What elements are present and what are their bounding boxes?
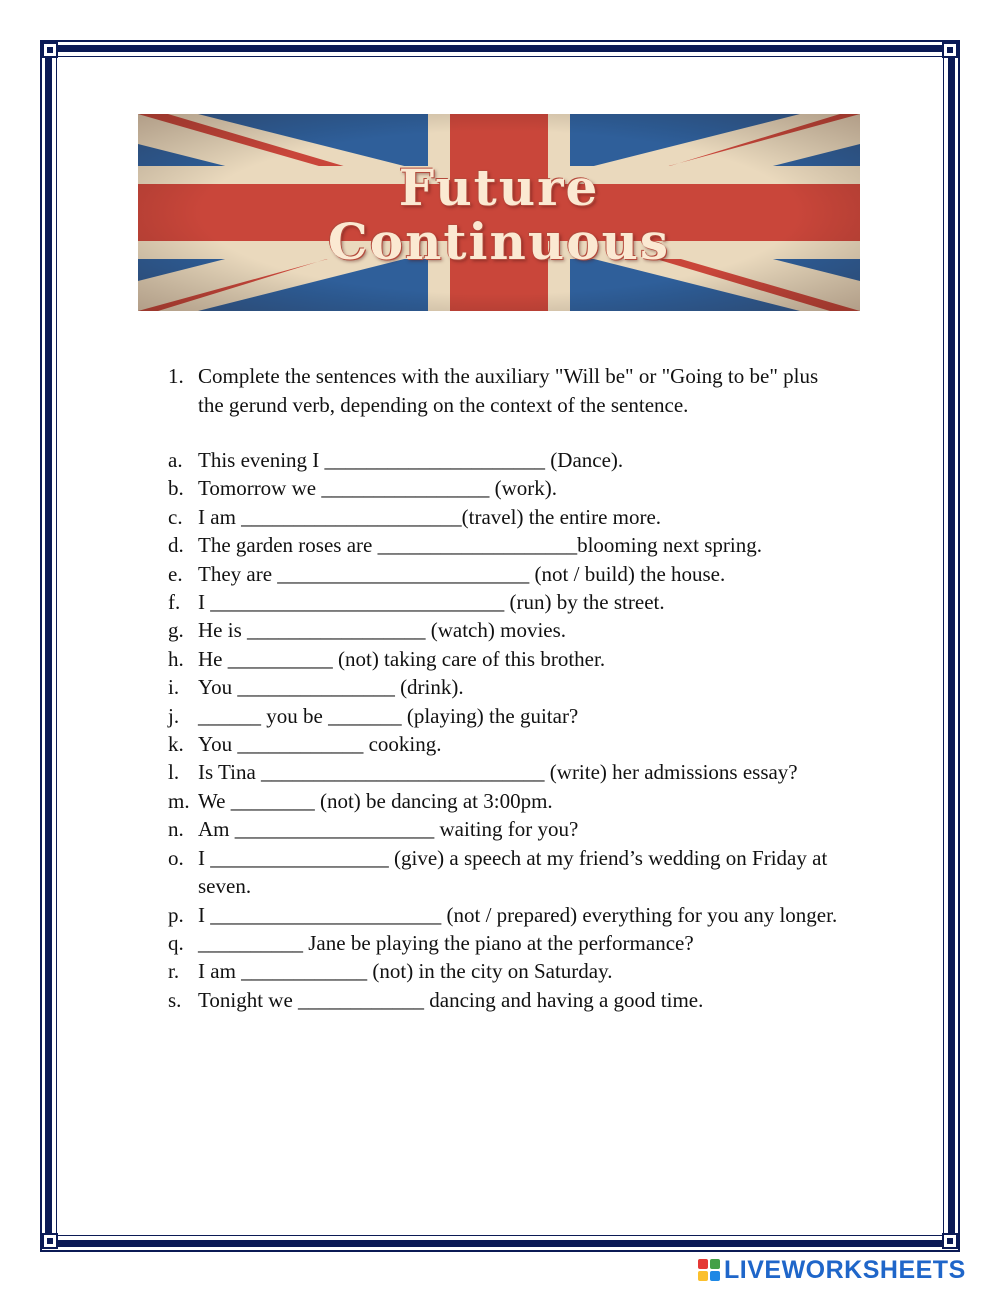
corner-ornament-top-left: [42, 42, 58, 58]
exercise-item-marker: h.: [168, 646, 184, 671]
logo-text: LIVEWORKSHEETS: [724, 1255, 966, 1284]
exercise-item-marker: r.: [168, 959, 180, 984]
exercise-item-text: The garden roses are ___________________blooming next spring.: [198, 533, 762, 558]
exercise-item: [168, 787, 858, 815]
exercise-item: [168, 588, 858, 616]
exercise-item-marker: a.: [168, 448, 183, 472]
exercise-item: [168, 901, 858, 929]
exercise-item-text: I am _____________________(travel) the entire more.: [198, 504, 662, 529]
exercise-item-text: Tomorrow we ________________ (work).: [198, 476, 557, 501]
exercise-item-text: I am ____________ (not) in the city on Saturday.: [198, 959, 613, 984]
exercise-item-marker: d.: [168, 533, 184, 558]
exercise-item: [168, 815, 858, 843]
exercise-item-marker: s.: [168, 987, 182, 1012]
exercise-item-text: I ______________________ (not / prepared) everything for you any longer.: [198, 902, 838, 927]
exercise-item: [168, 616, 858, 644]
exercise-item-marker: p.: [168, 902, 184, 927]
exercise-item: [168, 474, 858, 502]
exercise-item: [168, 446, 858, 474]
exercise-item-text: I _________________ (give) a speech at my friend’s wedding on Friday at seven.: [198, 845, 828, 899]
exercise-item-marker: n.: [168, 817, 184, 842]
union-jack-banner: [138, 114, 860, 311]
exercise-item: [168, 986, 858, 1014]
exercise-item: [168, 929, 858, 957]
exercise-item-text: Is Tina ___________________________ (write) her admissions essay?: [198, 760, 798, 785]
instruction-block: [168, 362, 848, 419]
exercise-item-marker: i.: [168, 675, 180, 700]
exercise-item-marker: b.: [168, 476, 184, 501]
exercise-item-text: This evening I _____________________ (Dance).: [198, 448, 624, 472]
corner-ornament-bottom-left: [42, 1233, 58, 1249]
liveworksheets-logo: [698, 1256, 966, 1284]
exercise-item-text: They are ________________________ (not / build) the house.: [198, 561, 726, 586]
exercise-item: [168, 531, 858, 559]
exercise-item: [168, 702, 858, 730]
exercise-item-marker: f.: [168, 590, 181, 615]
exercise-item-text: We ________ (not) be dancing at 3:00pm.: [198, 788, 553, 813]
exercise-item: [168, 645, 858, 673]
banner-title-line2: Continuous: [327, 212, 671, 271]
exercise-item-text: Tonight we ____________ dancing and having a good time.: [198, 987, 704, 1012]
exercise-item: [168, 957, 858, 985]
exercise-item: [168, 673, 858, 701]
exercise-item-text: Am ___________________ waiting for you?: [198, 817, 579, 842]
exercise-item-marker: m.: [168, 788, 190, 813]
instruction-text: Complete the sentences with the auxiliary "Will be" or "Going to be" plus the gerund verb, depending on the context of the sentence.: [198, 364, 819, 417]
exercise-item-text: You ____________ cooking.: [198, 732, 442, 757]
exercise-item-marker: c.: [168, 504, 183, 529]
exercise-item-marker: e.: [168, 561, 183, 586]
exercise-item-marker: q.: [168, 930, 184, 955]
exercise-item-text: ______ you be _______ (playing) the guitar?: [198, 703, 579, 728]
exercise-item-text: I ____________________________ (run) by the street.: [198, 590, 665, 615]
exercise-item-marker: k.: [168, 732, 184, 757]
exercise-item-text: You _______________ (drink).: [198, 675, 464, 700]
corner-ornament-bottom-right: [942, 1233, 958, 1249]
exercise-list: [168, 446, 858, 1014]
exercise-item-marker: j.: [168, 703, 180, 728]
corner-ornament-top-right: [942, 42, 958, 58]
exercise-item: [168, 503, 858, 531]
banner-title-line1: Future: [398, 158, 600, 217]
exercise-item: [168, 730, 858, 758]
exercise-item: [168, 560, 858, 588]
exercise-item: [168, 844, 858, 901]
exercise-item-marker: g.: [168, 618, 184, 643]
exercise-item-text: He is _________________ (watch) movies.: [198, 618, 567, 643]
logo-blocks-icon: [698, 1259, 720, 1281]
instruction-number: 1.: [168, 364, 184, 388]
exercise-item-text: __________ Jane be playing the piano at the performance?: [198, 930, 694, 955]
exercise-item-text: He __________ (not) taking care of this brother.: [198, 646, 606, 671]
exercise-item-marker: l.: [168, 760, 180, 785]
exercise-item: [168, 758, 858, 786]
exercise-item-marker: o.: [168, 845, 184, 870]
